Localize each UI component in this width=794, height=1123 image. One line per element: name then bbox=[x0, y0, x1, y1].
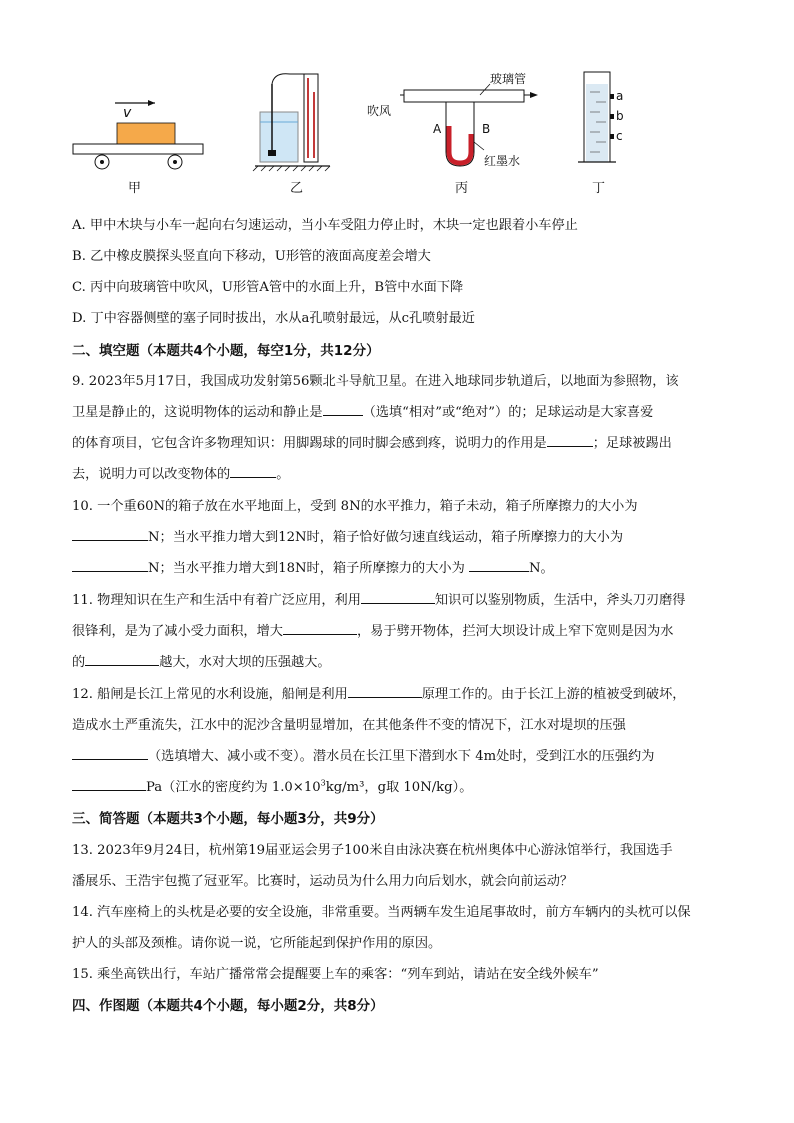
q14-line1: 14. 汽车座椅上的头枕是必要的安全设施，非常重要。当两辆车发生追尾事故时，前方车辆内的头枕可以保 bbox=[72, 905, 691, 920]
answer-blank bbox=[72, 747, 148, 760]
hole-c-label: c bbox=[616, 129, 623, 143]
q14-line2: 护人的头部及颈椎。请你说一说，它所能起到保护作用的原因。 bbox=[72, 936, 442, 951]
option-d: D. 丁中容器侧壁的塞子同时拔出，水从a孔喷射最远，从c孔喷射最近 bbox=[72, 311, 475, 326]
glass-tube-label: 玻璃管 bbox=[490, 72, 527, 86]
answer-blank bbox=[547, 434, 593, 447]
q10-line2: N；当水平推力增大到12N时，箱子恰好做匀速直线运动，箱子所摩擦力的大小为 bbox=[72, 526, 623, 545]
hole-a-label: a bbox=[616, 89, 624, 103]
caption-bing: 丙 bbox=[455, 181, 469, 196]
answer-blank bbox=[469, 559, 529, 572]
q11-line1: 11. 物理知识在生产和生活中有着广泛应用，利用 知识可以鉴别物质，生活中，斧头刀刃磨得 bbox=[72, 593, 686, 608]
option-b: B. 乙中橡皮膜探头竖直向下移动，U形管的液面高度差会增大 bbox=[72, 249, 431, 264]
answer-blank bbox=[72, 528, 148, 541]
answer-blank bbox=[72, 559, 148, 572]
hole-b-label: b bbox=[616, 109, 624, 123]
option-a: A. 甲中木块与小车一起向右匀速运动，当小车受阻力停止时，木块一定也跟着小车停止 bbox=[72, 218, 578, 233]
container-figure bbox=[578, 72, 616, 162]
answer-blank bbox=[348, 685, 422, 698]
q12-line4: Pa（江水的密度约为 $1.0\times 10^3kg/m^3$，g取 10N/kg）。 bbox=[72, 776, 472, 795]
q13-line1: 13. 2023年9月24日，杭州第19届亚运会男子100米自由泳决赛在杭州奥体中心游泳馆举行，我国选手 bbox=[72, 843, 673, 858]
blow-label: 吹风 bbox=[367, 104, 392, 118]
red-ink-label: 红墨水 bbox=[484, 154, 521, 168]
tube-b-label: B bbox=[482, 122, 491, 136]
caption-yi: 乙 bbox=[290, 181, 304, 196]
velocity-label: v bbox=[123, 105, 132, 121]
q10-line3: N；当水平推力增大到18N时，箱子所摩擦力的大小为 N。 bbox=[72, 557, 554, 576]
q9-line2: 卫星是静止的，这说明物体的运动和静止是 （选填“相对”或“绝对”）的；足球运动是大家喜爱 bbox=[72, 405, 654, 420]
caption-ding: 丁 bbox=[592, 181, 606, 196]
q11-line2: 很锋利，是为了减小受力面积，增大 ，易于劈开物体，拦河大坝设计成上窄下宽则是因为水 bbox=[72, 624, 674, 639]
manometer-figure bbox=[253, 74, 330, 171]
section-heading-fill-blank: 二、填空题（本题共4个小题，每空1分，共12分） bbox=[72, 343, 380, 359]
q9-line1: 9. 2023年5月17日，我国成功发射第56颗北斗导航卫星。在进入地球同步轨道后，以地面为参照物，该 bbox=[72, 374, 679, 389]
q13-line2: 潘展乐、王浩宇包揽了冠亚军。比赛时，运动员为什么用力向后划水，就会向前运动？ bbox=[72, 874, 574, 889]
q9-line4: 去，说明力可以改变物体的 。 bbox=[72, 467, 290, 482]
q10-line1: 10. 一个重60N的箱子放在水平地面上，受到 8N的水平推力，箱子未动，箱子所摩擦力的大小为 bbox=[72, 499, 638, 514]
figure-drawings bbox=[60, 62, 740, 202]
answer-blank bbox=[85, 653, 159, 666]
q11-line3: 的 越大，水对大坝的压强越大。 bbox=[72, 655, 331, 670]
answer-blank bbox=[323, 403, 363, 416]
answer-blank bbox=[230, 465, 276, 478]
q9-line3: 的体育项目，它包含许多物理知识：用脚踢球的同时脚会感到疼，说明力的作用是 ；足球被踢出 bbox=[72, 436, 672, 451]
answer-blank bbox=[72, 778, 146, 791]
q15-line1: 15. 乘坐高铁出行，车站广播常常会提醒要上车的乘客：“列车到站，请站在安全线外候车” bbox=[72, 967, 599, 982]
q12-line2: 造成水土严重流失，江水中的泥沙含量明显增加，在其他条件不变的情况下，江水对堤坝的压强 bbox=[72, 718, 626, 733]
section-heading-drawing: 四、作图题（本题共4个小题，每小题2分，共8分） bbox=[72, 998, 384, 1014]
caption-jia: 甲 bbox=[128, 181, 142, 196]
q12-line3: （选填增大、减小或不变）。潜水员在长江里下潜到水下 4m处时，受到江水的压强约为 bbox=[72, 745, 654, 764]
answer-blank bbox=[361, 591, 435, 604]
q12-line1: 12. 船闸是长江上常见的水利设施，船闸是利用 原理工作的。由于长江上游的植被受到破坏， bbox=[72, 687, 686, 702]
cart-figure bbox=[73, 100, 203, 169]
tube-a-label: A bbox=[433, 122, 442, 136]
figure-row bbox=[60, 62, 740, 202]
option-c: C. 丙中向玻璃管中吹风，U形管A管中的水面上升，B管中水面下降 bbox=[72, 280, 464, 295]
section-heading-short-answer: 三、简答题（本题共3个小题，每小题3分，共9分） bbox=[72, 811, 384, 827]
answer-blank bbox=[283, 622, 357, 635]
